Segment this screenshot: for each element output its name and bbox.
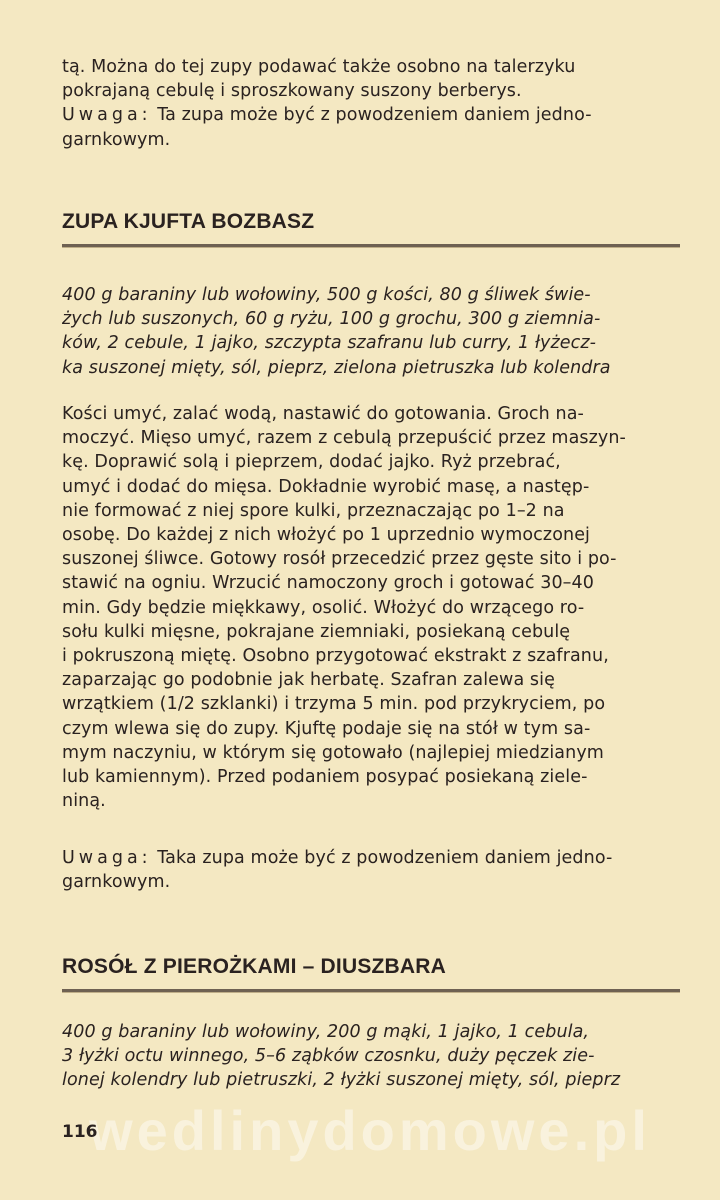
text-line: wrzątkiem (1/2 szklanki) i trzyma 5 min. pod przykryciem, po [62, 694, 606, 715]
text-line: zaparzając go podobnie jak herbatę. Szafran zalewa się [62, 670, 555, 691]
recipe-title: ROSÓŁ Z PIEROŻKAMI – DIUSZBARA [62, 955, 447, 978]
page-number: 116 [62, 1122, 98, 1142]
text-line: osobę. Do każdej z nich włożyć po 1 uprzednio wymoczonej [62, 525, 591, 546]
text-line: czym wlewa się do zupy. Kjuftę podaje się na stół w tym sa- [62, 718, 591, 739]
text-line: garnkowym. [62, 872, 171, 893]
text-line: niną. [62, 791, 106, 812]
text-line: Kości umyć, zalać wodą, nastawić do gotowania. Groch na- [62, 404, 584, 424]
text-line: żych lub suszonych, 60 g ryżu, 100 g grochu, 300 g ziemnia- [62, 309, 601, 330]
recipe-title: ZUPA KJUFTA BOZBASZ [62, 210, 315, 233]
text-line: suszonej śliwce. Gotowy rosół przecedzić przez gęste sito i po- [62, 549, 617, 570]
text-line: moczyć. Mięso umyć, razem z cebulą przepuścić przez maszyn- [62, 428, 626, 449]
text-line: 400 g baraniny lub wołowiny, 200 g mąki, 1 jajko, 1 cebula, [62, 1022, 590, 1042]
text-line: stawić na ogniu. Wrzucić namoczony groch i gotować 30–40 [62, 573, 594, 594]
text-line: nie formować z niej spore kulki, przeznaczając po 1–2 na [62, 500, 565, 521]
text-line: garnkowym. [62, 129, 171, 150]
text-line: 3 łyżki octu winnego, 5–6 ząbków czosnku, duży pęczek zie- [62, 1046, 595, 1067]
text-line: tą. Można do tej zupy podawać także osobno na talerzyku [62, 57, 576, 77]
text-line: kę. Doprawić solą i pieprzem, dodać jajko. Ryż przebrać, [62, 452, 561, 473]
note-text: Ta zupa może być z powodzeniem daniem jedno- [151, 105, 592, 126]
note-text: Taka zupa może być z powodzeniem daniem jedno- [151, 848, 613, 868]
text-line: i pokruszoną miętę. Osobno przygotować ekstrakt z szafranu, [62, 646, 609, 667]
watermark: wedlinydomowe.pl [89, 1099, 651, 1162]
intro-paragraph [62, 55, 680, 152]
text-line: mym naczyniu, w którym się gotowało (najlepiej miedzianym [62, 742, 604, 763]
title-rule [62, 989, 680, 993]
note-label: Uwaga: [62, 105, 152, 126]
note-label: Uwaga: [62, 848, 152, 868]
title-rule [62, 244, 680, 248]
note-paragraph [62, 846, 680, 894]
text-line: umyć i dodać do mięsa. Dokładnie wyrobić masę, a następ- [62, 476, 590, 497]
text-line: ków, 2 cebule, 1 jajko, szczypta szafranu lub curry, 1 łyżecz- [62, 333, 597, 354]
text-line: pokrajaną cebulę i sproszkowany suszony berberys. [62, 81, 522, 102]
method-paragraph [62, 402, 680, 813]
text-line [62, 846, 680, 870]
text-line [62, 103, 680, 127]
text-line: ka suszonej mięty, sól, pieprz, zielona pietruszka lub kolendra [62, 357, 611, 378]
text-line: lub kamiennym). Przed podaniem posypać posiekaną ziele- [62, 767, 588, 788]
text-line: min. Gdy będzie miękkawy, osolić. Włożyć do wrzącego ro- [62, 597, 585, 618]
ingredients-list [62, 1020, 680, 1093]
text-line: 400 g baraniny lub wołowiny, 500 g kości, 80 g śliwek świe- [62, 285, 591, 305]
text-line: lonej kolendry lub pietruszki, 2 łyżki suszonej mięty, sól, pieprz [62, 1070, 621, 1091]
ingredients-list [62, 283, 680, 380]
text-line: sołu kulki mięsne, pokrajane ziemniaki, posiekaną cebulę [62, 621, 571, 642]
